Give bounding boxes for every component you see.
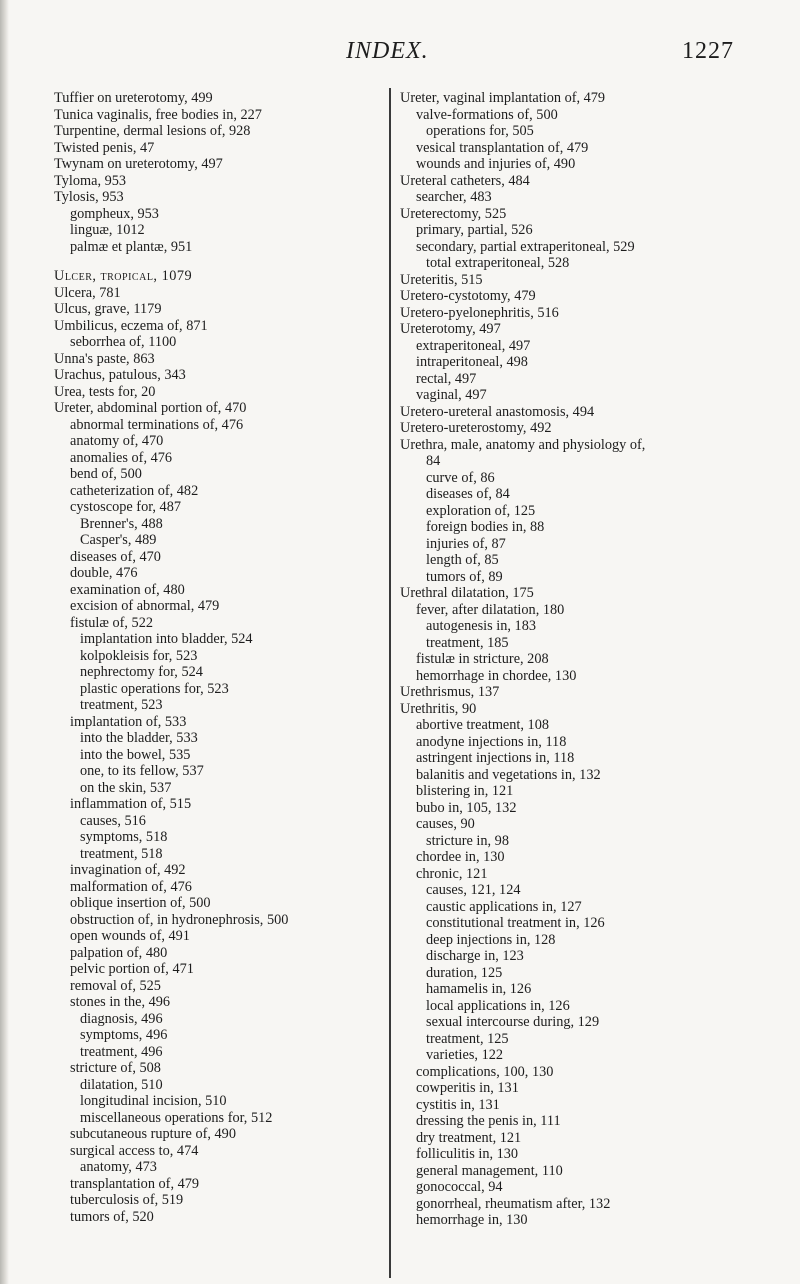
- index-subentry: constitutional treatment in, 126: [426, 915, 605, 931]
- index-subentry: intraperitoneal, 498: [416, 354, 528, 370]
- index-heading: Uretero-ureterostomy, 492: [400, 420, 552, 436]
- index-subentry: chronic, 121: [416, 865, 488, 882]
- index-subentry: removal of, 525: [70, 977, 161, 994]
- index-subentry: folliculitis in, 130: [416, 1146, 519, 1162]
- index-subentry: obstruction of, in hydronephrosis, 500: [70, 911, 289, 928]
- index-subentry: oblique insertion of, 500: [70, 895, 211, 911]
- index-subentry: hemorrhage in, 130: [416, 1212, 528, 1228]
- index-subentry: autogenesis in, 183: [426, 618, 536, 634]
- section-gap: [54, 255, 384, 268]
- index-subentry: diagnosis, 496: [80, 1010, 163, 1027]
- page-number: 1227: [682, 38, 734, 64]
- index-heading: Tunica vaginalis, free bodies in, 227: [54, 106, 262, 123]
- index-subentry: balanitis and vegetations in, 132: [416, 766, 601, 783]
- index-subentry: symptoms, 496: [80, 1027, 168, 1043]
- index-subentry: plastic operations for, 523: [80, 680, 229, 697]
- index-subentry: anatomy, 473: [80, 1159, 157, 1175]
- index-subentry: operations for, 505: [426, 123, 534, 139]
- index-subentry: excision of abnormal, 479: [70, 598, 220, 614]
- index-subentry: gompheux, 953: [70, 205, 159, 222]
- index-heading: Urethral dilatation, 175: [400, 585, 534, 601]
- index-subentry: subcutaneous rupture of, 490: [70, 1126, 236, 1142]
- index-subentry: open wounds of, 491: [70, 928, 190, 944]
- index-subentry: transplantation of, 479: [70, 1175, 200, 1192]
- index-subentry: invagination of, 492: [70, 862, 186, 878]
- index-subentry: discharge in, 123: [426, 948, 524, 964]
- index-subentry: tumors of, 520: [70, 1208, 154, 1225]
- index-heading: Uretero-pyelonephritis, 516: [400, 304, 559, 321]
- index-subentry: dilatation, 510: [80, 1076, 163, 1093]
- index-subentry: Brenner's, 488: [80, 515, 163, 532]
- index-subentry: abnormal terminations of, 476: [70, 416, 244, 433]
- index-subentry: dressing the penis in, 111: [416, 1113, 561, 1129]
- index-subentry: symptoms, 518: [80, 829, 168, 845]
- index-column-right: [400, 90, 740, 1229]
- index-subentry: blistering in, 121: [416, 783, 514, 799]
- index-subentry: palpation of, 480: [70, 944, 168, 961]
- index-subentry: implantation of, 533: [70, 713, 187, 730]
- index-subentry: fistulæ in stricture, 208: [416, 651, 549, 667]
- index-heading: Tyloma, 953: [54, 172, 127, 189]
- index-heading: Ureterectomy, 525: [400, 205, 507, 222]
- index-subentry: cystoscope for, 487: [70, 499, 181, 515]
- index-subentry: curve of, 86: [426, 469, 495, 486]
- index-heading: Twisted penis, 47: [54, 139, 155, 156]
- index-subentry: nephrectomy for, 524: [80, 664, 203, 680]
- index-heading: Ulcer, tropical, 1079: [54, 268, 193, 284]
- index-subentry: valve-formations of, 500: [416, 106, 558, 123]
- index-subentry: into the bowel, 535: [80, 746, 191, 763]
- index-subentry: astringent injections in, 118: [416, 750, 575, 766]
- index-subentry: general management, 110: [416, 1162, 563, 1179]
- index-subentry: anatomy of, 470: [70, 433, 164, 449]
- index-subentry: treatment, 523: [80, 697, 163, 713]
- index-subentry: implantation into bladder, 524: [80, 631, 253, 647]
- index-subentry: longitudinal incision, 510: [80, 1093, 227, 1109]
- index-subentry: causes, 516: [80, 812, 146, 829]
- index-heading: Ureteral catheters, 484: [400, 172, 530, 189]
- index-subentry: extraperitoneal, 497: [416, 337, 531, 354]
- index-subentry: tumors of, 89: [426, 568, 503, 585]
- index-subentry: secondary, partial extraperitoneal, 529: [416, 238, 635, 255]
- index-heading: Twynam on ureterotomy, 497: [54, 156, 223, 172]
- index-subentry: length of, 85: [426, 552, 499, 568]
- index-subentry: one, to its fellow, 537: [80, 763, 204, 779]
- index-subentry: caustic applications in, 127: [426, 898, 582, 915]
- index-subentry: Casper's, 489: [80, 532, 157, 548]
- index-subentry: searcher, 483: [416, 189, 492, 205]
- index-subentry: anomalies of, 476: [70, 449, 173, 466]
- index-heading: Urachus, patulous, 343: [54, 367, 186, 383]
- index-subentry: treatment, 185: [426, 634, 509, 651]
- index-subentry: hamamelis in, 126: [426, 981, 532, 997]
- index-subentry: primary, partial, 526: [416, 222, 533, 238]
- index-subentry: treatment, 125: [426, 1030, 509, 1047]
- index-subentry: rectal, 497: [416, 370, 477, 387]
- index-subentry: fever, after dilatation, 180: [416, 601, 565, 618]
- index-heading: Urea, tests for, 20: [54, 383, 156, 400]
- index-heading: Ureter, vaginal implantation of, 479: [400, 90, 606, 106]
- index-subentry: abortive treatment, 108: [416, 717, 549, 733]
- index-subentry: treatment, 496: [80, 1043, 163, 1060]
- index-subentry: causes, 121, 124: [426, 882, 521, 898]
- index-subentry: anodyne injections in, 118: [416, 733, 567, 750]
- index-heading: Urethritis, 90: [400, 700, 477, 717]
- index-subentry: deep injections in, 128: [426, 931, 556, 948]
- index-column-left: [54, 90, 384, 1225]
- index-subentry: treatment, 518: [80, 845, 163, 862]
- index-subentry: sexual intercourse during, 129: [426, 1014, 600, 1030]
- index-subentry: pelvic portion of, 471: [70, 961, 194, 977]
- index-subentry: double, 476: [70, 565, 138, 581]
- index-subentry: hemorrhage in chordee, 130: [416, 667, 577, 684]
- index-subentry: catheterization of, 482: [70, 482, 199, 499]
- index-subentry: diseases of, 84: [426, 486, 510, 502]
- index-subentry: total extraperitoneal, 528: [426, 255, 570, 271]
- index-subentry: 84: [426, 453, 441, 469]
- index-subentry: complications, 100, 130: [416, 1063, 554, 1080]
- index-heading: Uretero-cystotomy, 479: [400, 288, 536, 304]
- index-subentry: into the bladder, 533: [80, 730, 198, 746]
- index-heading: Turpentine, dermal lesions of, 928: [54, 123, 251, 139]
- index-subentry: foreign bodies in, 88: [426, 519, 545, 535]
- index-heading: Ureteritis, 515: [400, 271, 483, 288]
- index-subentry: tuberculosis of, 519: [70, 1192, 184, 1208]
- index-heading: Ureter, abdominal portion of, 470: [54, 400, 247, 416]
- index-heading: Umbilicus, eczema of, 871: [54, 317, 208, 334]
- index-heading: Unna's paste, 863: [54, 350, 155, 367]
- index-subentry: stones in the, 496: [70, 994, 171, 1010]
- index-subentry: chordee in, 130: [416, 849, 505, 865]
- index-subentry: stricture in, 98: [426, 832, 509, 849]
- index-subentry: stricture of, 508: [70, 1060, 161, 1076]
- index-heading: Urethrismus, 137: [400, 684, 500, 700]
- index-subentry: palmæ et plantæ, 951: [70, 238, 193, 255]
- index-subentry: gonorrheal, rheumatism after, 132: [416, 1195, 611, 1212]
- index-heading: Urethra, male, anatomy and physiology of,: [400, 436, 646, 453]
- index-subentry: gonococcal, 94: [416, 1179, 503, 1195]
- running-title: INDEX.: [346, 38, 429, 64]
- index-subentry: injuries of, 87: [426, 535, 506, 552]
- index-heading: Ulcus, grave, 1179: [54, 301, 162, 317]
- index-subentry: cystitis in, 131: [416, 1096, 500, 1113]
- column-divider: [389, 88, 391, 1278]
- page-edge-shadow: [0, 0, 9, 1284]
- index-heading: Uretero-ureteral anastomosis, 494: [400, 403, 595, 420]
- index-subentry: vesical transplantation of, 479: [416, 139, 589, 156]
- index-subentry: inflammation of, 515: [70, 796, 192, 812]
- index-subentry: local applications in, 126: [426, 997, 570, 1014]
- index-subentry: examination of, 480: [70, 581, 185, 598]
- index-subentry: diseases of, 470: [70, 548, 161, 565]
- index-subentry: wounds and injuries of, 490: [416, 156, 576, 172]
- index-subentry: duration, 125: [426, 964, 503, 981]
- index-subentry: cowperitis in, 131: [416, 1080, 519, 1096]
- index-heading: Ureterotomy, 497: [400, 321, 501, 337]
- index-subentry: linguæ, 1012: [70, 222, 145, 238]
- index-subentry: kolpokleisis for, 523: [80, 647, 198, 664]
- index-subentry: fistulæ of, 522: [70, 614, 154, 631]
- index-subentry: causes, 90: [416, 816, 475, 832]
- index-subentry: dry treatment, 121: [416, 1129, 522, 1146]
- index-subentry: bubo in, 105, 132: [416, 799, 517, 816]
- index-subentry: seborrhea of, 1100: [70, 334, 177, 350]
- index-subentry: miscellaneous operations for, 512: [80, 1109, 273, 1126]
- index-subentry: vaginal, 497: [416, 387, 487, 403]
- index-subentry: surgical access to, 474: [70, 1142, 199, 1159]
- index-subentry: varieties, 122: [426, 1047, 504, 1063]
- index-subentry: on the skin, 537: [80, 779, 172, 796]
- index-subentry: malformation of, 476: [70, 878, 192, 895]
- index-heading: Tylosis, 953: [54, 189, 124, 205]
- page-header: [0, 34, 800, 74]
- index-heading: Tuffier on ureterotomy, 499: [54, 90, 213, 106]
- index-subentry: exploration of, 125: [426, 502, 536, 519]
- index-subentry: bend of, 500: [70, 466, 142, 482]
- index-heading: Ulcera, 781: [54, 284, 121, 301]
